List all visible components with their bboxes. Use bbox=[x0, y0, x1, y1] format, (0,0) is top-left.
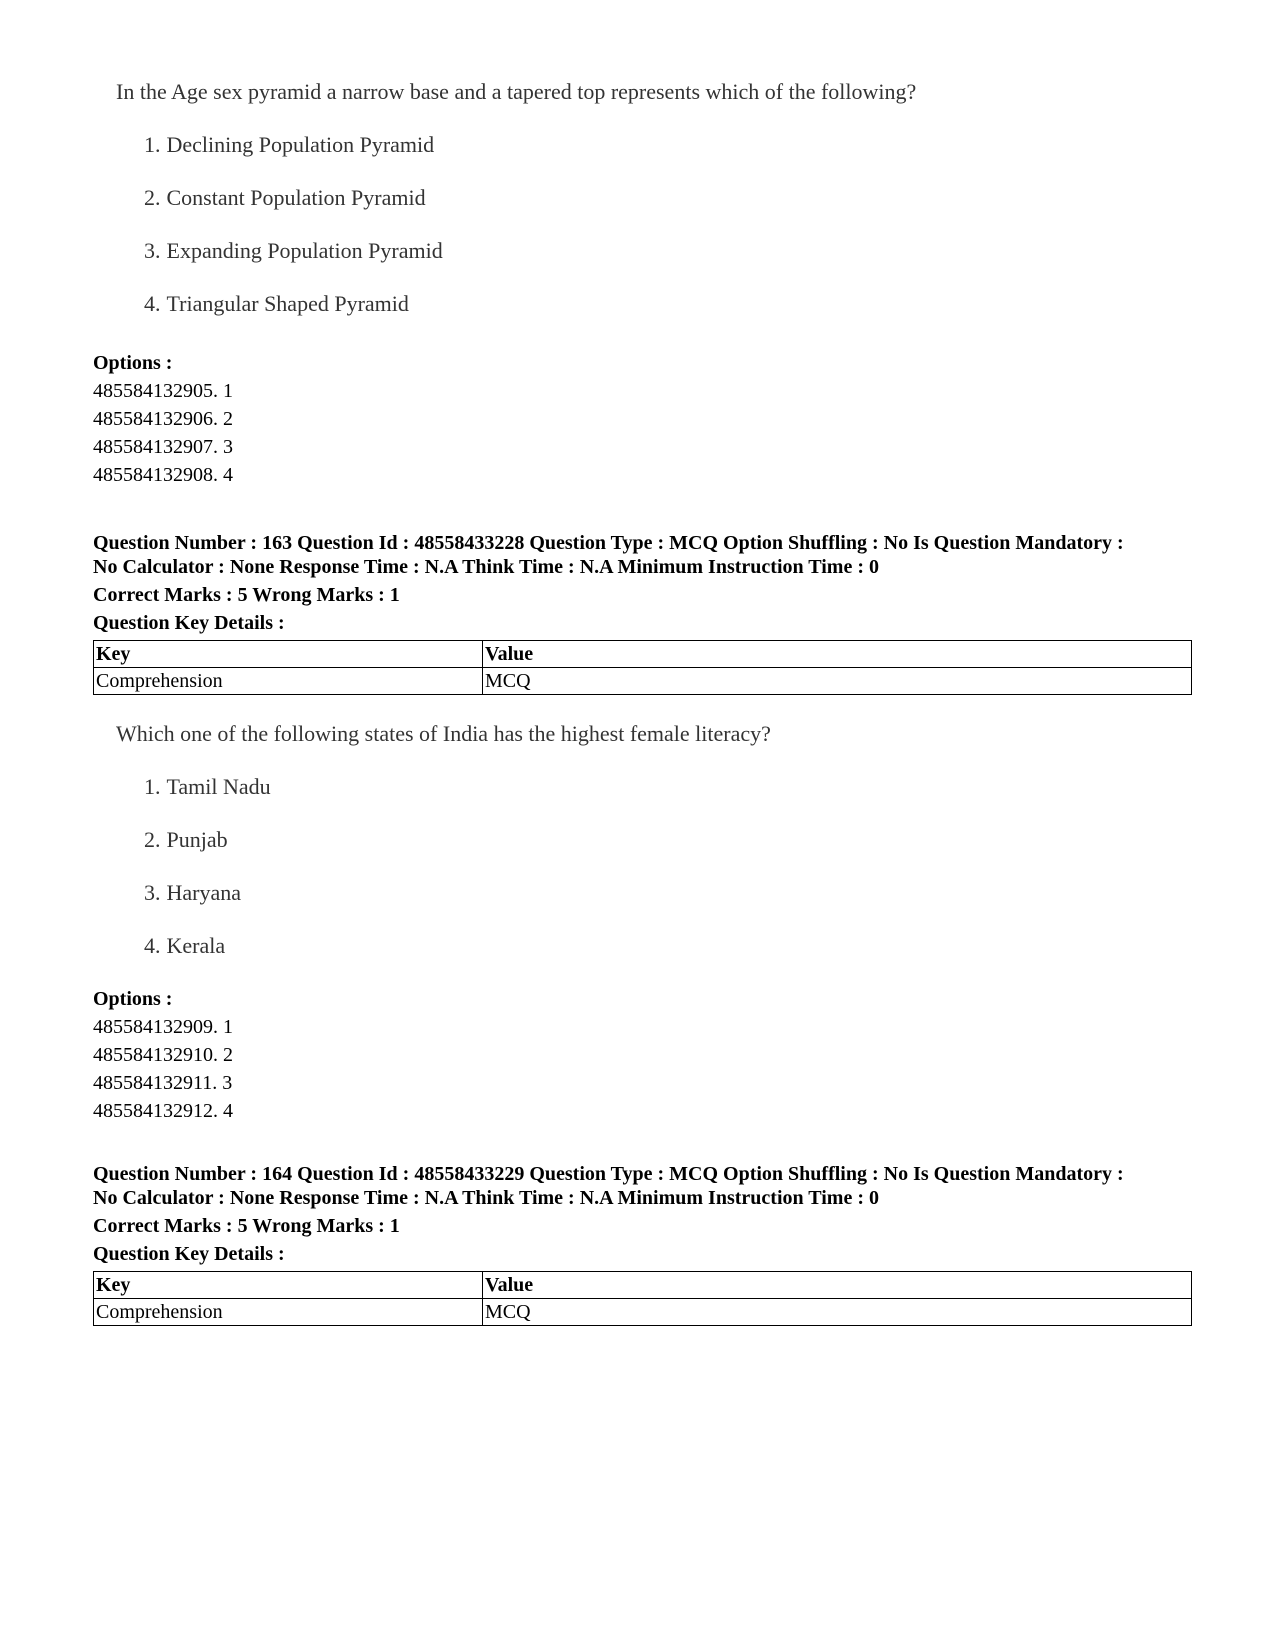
marks-line: Correct Marks : 5 Wrong Marks : 1 bbox=[93, 584, 400, 606]
choice-item: 4. Kerala bbox=[144, 933, 226, 958]
question-162-image bbox=[100, 78, 1000, 318]
question-meta-line: Question Number : 164 Question Id : 48558433229 Question Type : MCQ Option Shuffling : No Is Question Mandatory : bbox=[93, 1163, 1124, 1185]
table-header-key: Key bbox=[94, 641, 483, 668]
choice-item: 1. Tamil Nadu bbox=[144, 774, 271, 799]
key-details-title: Question Key Details : bbox=[93, 612, 285, 634]
question-164-meta bbox=[93, 1162, 1193, 1266]
option-row: 485584132907. 3 bbox=[93, 436, 233, 458]
options-block bbox=[93, 349, 233, 489]
option-row: 485584132908. 4 bbox=[93, 464, 233, 486]
question-163-meta bbox=[93, 531, 1193, 635]
choice-item: 4. Triangular Shaped Pyramid bbox=[144, 291, 409, 316]
key-details-table bbox=[93, 640, 1192, 695]
table-header-value: Value bbox=[483, 1272, 1192, 1299]
table-header-value: Value bbox=[483, 641, 1192, 668]
question-stem: In the Age sex pyramid a narrow base and a tapered top represents which of the following? bbox=[116, 79, 917, 104]
table-header-key: Key bbox=[94, 1272, 483, 1299]
key-details-title: Question Key Details : bbox=[93, 1243, 285, 1265]
table-cell-value: MCQ bbox=[483, 668, 1192, 695]
option-row: 485584132906. 2 bbox=[93, 408, 233, 430]
question-meta-line: No Calculator : None Response Time : N.A Think Time : N.A Minimum Instruction Time : 0 bbox=[93, 556, 879, 578]
question-163-image bbox=[100, 720, 1000, 960]
choice-item: 3. Haryana bbox=[144, 880, 242, 905]
options-title: Options : bbox=[93, 352, 173, 374]
key-details-table bbox=[93, 1271, 1192, 1326]
choice-item: 3. Expanding Population Pyramid bbox=[144, 238, 443, 263]
choice-list bbox=[100, 131, 1000, 318]
options-block bbox=[93, 985, 233, 1125]
option-row: 485584132910. 2 bbox=[93, 1044, 233, 1066]
table-cell-key: Comprehension bbox=[94, 1299, 483, 1326]
option-row: 485584132905. 1 bbox=[93, 380, 233, 402]
option-row: 485584132911. 3 bbox=[93, 1072, 233, 1094]
option-row: 485584132909. 1 bbox=[93, 1016, 233, 1038]
table-cell-key: Comprehension bbox=[94, 668, 483, 695]
choice-item: 2. Constant Population Pyramid bbox=[144, 185, 426, 210]
choice-item: 2. Punjab bbox=[144, 827, 228, 852]
choice-list bbox=[100, 773, 1000, 960]
choice-item: 1. Declining Population Pyramid bbox=[144, 132, 435, 157]
table-cell-value: MCQ bbox=[483, 1299, 1192, 1326]
option-row: 485584132912. 4 bbox=[93, 1100, 233, 1122]
table-row bbox=[94, 1299, 1192, 1326]
options-title: Options : bbox=[93, 988, 173, 1010]
question-meta-line: Question Number : 163 Question Id : 48558433228 Question Type : MCQ Option Shuffling : No Is Question Mandatory : bbox=[93, 532, 1124, 554]
question-stem: Which one of the following states of India has the highest female literacy? bbox=[116, 721, 771, 746]
question-meta-line: No Calculator : None Response Time : N.A Think Time : N.A Minimum Instruction Time : 0 bbox=[93, 1187, 879, 1209]
table-header-row bbox=[94, 1272, 1192, 1299]
marks-line: Correct Marks : 5 Wrong Marks : 1 bbox=[93, 1215, 400, 1237]
table-row bbox=[94, 668, 1192, 695]
table-header-row bbox=[94, 641, 1192, 668]
